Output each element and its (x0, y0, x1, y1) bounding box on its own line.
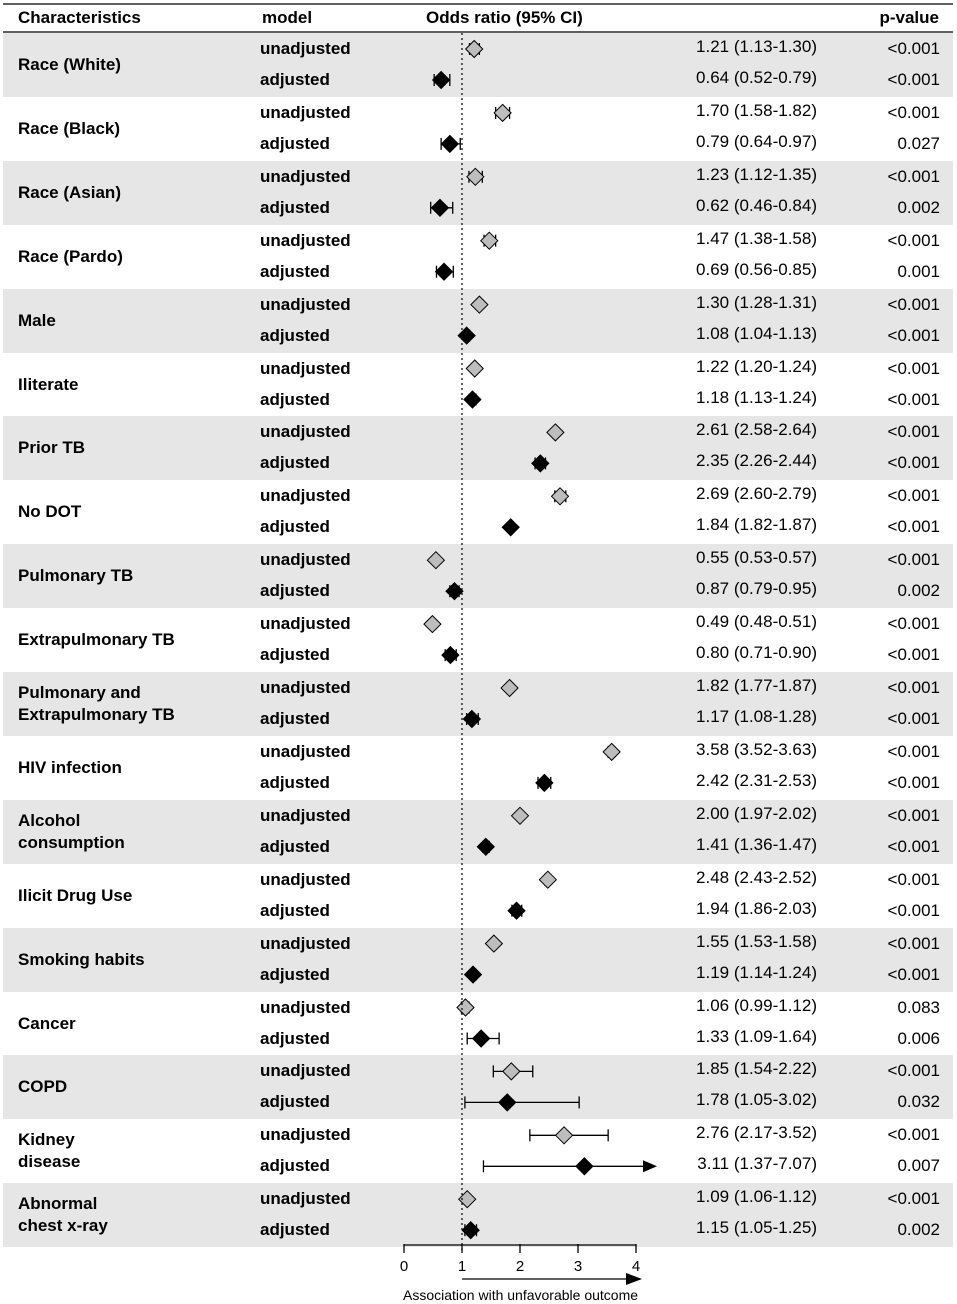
p-value: 0.007 (897, 1156, 940, 1176)
p-value: <0.001 (887, 805, 940, 825)
p-value: 0.083 (897, 997, 940, 1017)
row-17-adjusted-marker (576, 1158, 593, 1175)
model-label: unadjusted (260, 102, 351, 122)
p-value: <0.001 (887, 325, 940, 345)
model-label: unadjusted (260, 1189, 351, 1209)
odds-ratio-value: 1.33 (1.09-1.64) (696, 1026, 817, 1046)
odds-ratio-value: 1.09 (1.06-1.12) (696, 1187, 817, 1207)
characteristic-label: Ilicit Drug Use (18, 885, 133, 905)
p-value: 0.001 (897, 261, 940, 281)
row-10-unadjusted-marker (501, 680, 518, 697)
odds-ratio-value: 1.08 (1.04-1.13) (696, 323, 817, 343)
characteristic-label: Race (Asian) (18, 182, 121, 202)
row-9-unadjusted-marker (424, 616, 441, 633)
p-value: <0.001 (887, 1189, 940, 1209)
odds-ratio-value: 2.00 (1.97-2.02) (696, 803, 817, 823)
odds-ratio-value: 1.23 (1.12-1.35) (696, 164, 817, 184)
p-value: <0.001 (887, 933, 940, 953)
x-tick-label: 0 (399, 1258, 409, 1275)
odds-ratio-value: 1.06 (0.99-1.12) (696, 995, 817, 1015)
p-value: <0.001 (887, 453, 940, 473)
model-label: adjusted (260, 1220, 330, 1240)
p-value: <0.001 (887, 741, 940, 761)
p-value: 0.027 (897, 133, 940, 153)
model-label: adjusted (260, 1092, 330, 1112)
model-label: unadjusted (260, 39, 351, 58)
row-12-adjusted-marker (477, 838, 494, 855)
characteristic-label: Cancer (18, 1013, 76, 1033)
model-label: adjusted (260, 325, 330, 345)
row-2-adjusted-marker (431, 199, 448, 216)
model-label: adjusted (260, 517, 330, 537)
model-label: unadjusted (260, 1125, 351, 1145)
odds-ratio-value: 1.47 (1.38-1.58) (696, 228, 817, 248)
row-13-adjusted-marker (508, 902, 525, 919)
p-value: <0.001 (887, 102, 940, 122)
x-tick-label: 3 (573, 1258, 583, 1275)
odds-ratio-value: 1.55 (1.53-1.58) (696, 931, 817, 951)
x-tick-label: 1 (457, 1258, 467, 1275)
p-value: <0.001 (887, 836, 940, 856)
row-15-unadjusted-marker (457, 999, 474, 1016)
model-label: unadjusted (260, 933, 351, 953)
characteristic-label: Pulmonary and Extrapulmonary TB (18, 683, 175, 724)
row-1-unadjusted-marker (494, 104, 511, 121)
characteristic-label: Pulmonary TB (18, 566, 134, 586)
p-value: <0.001 (887, 1061, 940, 1081)
p-value: <0.001 (887, 869, 940, 889)
model-label: adjusted (260, 70, 330, 89)
model-label: unadjusted (260, 741, 351, 761)
model-label: unadjusted (260, 869, 351, 889)
row-18-unadjusted-marker (459, 1191, 476, 1208)
row-5-unadjusted-marker (466, 360, 483, 377)
model-label: adjusted (260, 772, 330, 792)
row-1-adjusted-marker (441, 135, 458, 152)
row-12-unadjusted-marker (512, 807, 529, 824)
p-value: 0.032 (897, 1092, 940, 1112)
x-tick-label: 2 (515, 1258, 525, 1275)
odds-ratio-value: 1.22 (1.20-1.24) (696, 356, 817, 376)
row-5-adjusted-marker (464, 391, 481, 408)
p-value: <0.001 (887, 900, 940, 920)
model-label: adjusted (260, 900, 330, 920)
row-4-unadjusted-marker (471, 296, 488, 313)
model-label: unadjusted (260, 358, 351, 378)
p-value: <0.001 (887, 39, 940, 58)
odds-ratio-value: 1.21 (1.13-1.30) (696, 37, 817, 56)
row-15-adjusted-marker (473, 1030, 490, 1047)
odds-ratio-value: 1.84 (1.82-1.87) (696, 515, 817, 535)
row-17-adjusted-ci-arrow (643, 1160, 657, 1172)
characteristic-label: No DOT (18, 502, 82, 522)
model-label: unadjusted (260, 805, 351, 825)
model-label: adjusted (260, 453, 330, 473)
odds-ratio-value: 1.18 (1.13-1.24) (696, 387, 817, 407)
characteristic-label: Race (Black) (18, 118, 121, 138)
odds-ratio-value: 1.41 (1.36-1.47) (696, 834, 817, 854)
odds-ratio-value: 2.61 (2.58-2.64) (696, 420, 817, 440)
odds-ratio-value: 2.42 (2.31-2.53) (696, 770, 817, 790)
p-value: <0.001 (887, 1125, 940, 1145)
p-value: <0.001 (887, 294, 940, 314)
model-label: unadjusted (260, 678, 351, 697)
odds-ratio-value: 1.15 (1.05-1.25) (696, 1218, 817, 1238)
odds-ratio-value: 1.19 (1.14-1.24) (696, 962, 817, 982)
model-label: unadjusted (260, 230, 351, 250)
p-value: <0.001 (887, 389, 940, 409)
row-14-adjusted-marker (465, 966, 482, 983)
p-value: 0.006 (897, 1028, 940, 1048)
model-label: adjusted (260, 133, 330, 153)
p-value: <0.001 (887, 230, 940, 250)
odds-ratio-value: 2.35 (2.26-2.44) (696, 451, 817, 471)
p-value: <0.001 (887, 422, 940, 442)
characteristic-label: Race (White) (18, 55, 121, 74)
odds-ratio-value: 0.64 (0.52-0.79) (696, 68, 817, 87)
odds-ratio-value: 0.87 (0.79-0.95) (696, 579, 817, 599)
odds-ratio-value: 2.69 (2.60-2.79) (696, 484, 817, 504)
characteristic-label: Prior TB (18, 438, 86, 458)
row-14-unadjusted-marker (485, 935, 502, 952)
p-value: <0.001 (887, 645, 940, 665)
odds-ratio-value: 1.82 (1.77-1.87) (696, 676, 817, 695)
row-3-adjusted-marker (436, 263, 453, 280)
odds-ratio-value: 0.80 (0.71-0.90) (696, 643, 817, 663)
characteristic-label: COPD (18, 1077, 68, 1097)
characteristic-label: Abnormal chest x-ray (18, 1194, 108, 1236)
model-label: adjusted (260, 389, 330, 409)
model-label: unadjusted (260, 550, 351, 570)
odds-ratio-value: 1.78 (1.05-3.02) (696, 1090, 817, 1110)
model-label: unadjusted (260, 166, 351, 186)
p-value: <0.001 (887, 614, 940, 634)
model-label: unadjusted (260, 294, 351, 314)
p-value: 0.002 (897, 581, 940, 601)
model-label: adjusted (260, 836, 330, 856)
x-axis-label: Association with unfavorable outcome (403, 1287, 639, 1303)
odds-ratio-value: 0.79 (0.64-0.97) (696, 131, 817, 151)
characteristic-label: Alcohol consumption (18, 810, 125, 852)
characteristic-label: HIV infection (18, 757, 122, 777)
model-label: adjusted (260, 197, 330, 217)
odds-ratio-value: 0.55 (0.53-0.57) (696, 548, 817, 568)
odds-ratio-value: 0.49 (0.48-0.51) (696, 612, 817, 632)
row-0-adjusted-marker (433, 72, 450, 89)
odds-ratio-value: 0.62 (0.46-0.84) (696, 195, 817, 215)
model-label: adjusted (260, 709, 330, 728)
model-label: unadjusted (260, 614, 351, 634)
x-tick-label: 4 (631, 1258, 641, 1275)
odds-ratio-value: 1.17 (1.08-1.28) (696, 707, 817, 726)
model-label: adjusted (260, 581, 330, 601)
p-value: <0.001 (887, 772, 940, 792)
characteristic-label: Iliterate (18, 374, 79, 394)
header-characteristics: Characteristics (18, 8, 141, 27)
model-label: unadjusted (260, 1061, 351, 1081)
characteristic-label: Race (Pardo) (18, 246, 123, 266)
row-6-adjusted-marker (532, 455, 549, 472)
header-odds-ratio: Odds ratio (95% CI) (426, 8, 583, 27)
characteristic-label: Smoking habits (18, 949, 145, 969)
odds-ratio-value: 1.30 (1.28-1.31) (696, 292, 817, 312)
p-value: <0.001 (887, 166, 940, 186)
p-value: 0.002 (897, 197, 940, 217)
p-value: <0.001 (887, 358, 940, 378)
p-value: <0.001 (887, 70, 940, 89)
odds-ratio-value: 2.76 (2.17-3.52) (696, 1123, 817, 1143)
odds-ratio-value: 1.85 (1.54-2.22) (696, 1059, 817, 1079)
p-value: <0.001 (887, 517, 940, 537)
p-value: <0.001 (887, 550, 940, 570)
row-6-unadjusted-marker (547, 424, 564, 441)
row-16-adjusted-marker (499, 1094, 516, 1111)
p-value: <0.001 (887, 486, 940, 506)
odds-ratio-value: 1.94 (1.86-2.03) (696, 898, 817, 918)
model-label: unadjusted (260, 422, 351, 442)
characteristic-label: Extrapulmonary TB (18, 630, 175, 650)
p-value: 0.002 (897, 1220, 940, 1240)
odds-ratio-value: 3.58 (3.52-3.63) (696, 739, 817, 759)
header-pvalue: p-value (879, 8, 939, 27)
model-label: adjusted (260, 645, 330, 665)
row-16-unadjusted-marker (503, 1063, 520, 1080)
row-17-unadjusted-marker (556, 1127, 573, 1144)
row-4-adjusted-marker (458, 327, 475, 344)
p-value: <0.001 (887, 964, 940, 984)
model-label: adjusted (260, 1028, 330, 1048)
model-label: adjusted (260, 1156, 330, 1176)
odds-ratio-value: 3.11 (1.37-7.07) (697, 1154, 817, 1174)
odds-ratio-value: 2.48 (2.43-2.52) (696, 867, 817, 887)
characteristic-label: Kidney disease (18, 1130, 81, 1172)
model-label: adjusted (260, 261, 330, 281)
row-13-unadjusted-marker (539, 871, 556, 888)
p-value: <0.001 (887, 709, 940, 728)
characteristic-label: Male (18, 310, 56, 330)
odds-ratio-value: 0.69 (0.56-0.85) (696, 259, 817, 279)
row-0-unadjusted-marker (466, 41, 483, 58)
row-8-unadjusted-marker (427, 552, 444, 569)
model-label: unadjusted (260, 997, 351, 1017)
header-model: model (262, 8, 313, 27)
row-7-adjusted-marker (502, 519, 519, 536)
model-label: adjusted (260, 964, 330, 984)
row-11-unadjusted-marker (603, 743, 620, 760)
row-8-adjusted-marker (446, 583, 463, 600)
p-value: <0.001 (887, 678, 940, 697)
odds-ratio-value: 1.70 (1.58-1.82) (696, 100, 817, 120)
model-label: unadjusted (260, 486, 351, 506)
